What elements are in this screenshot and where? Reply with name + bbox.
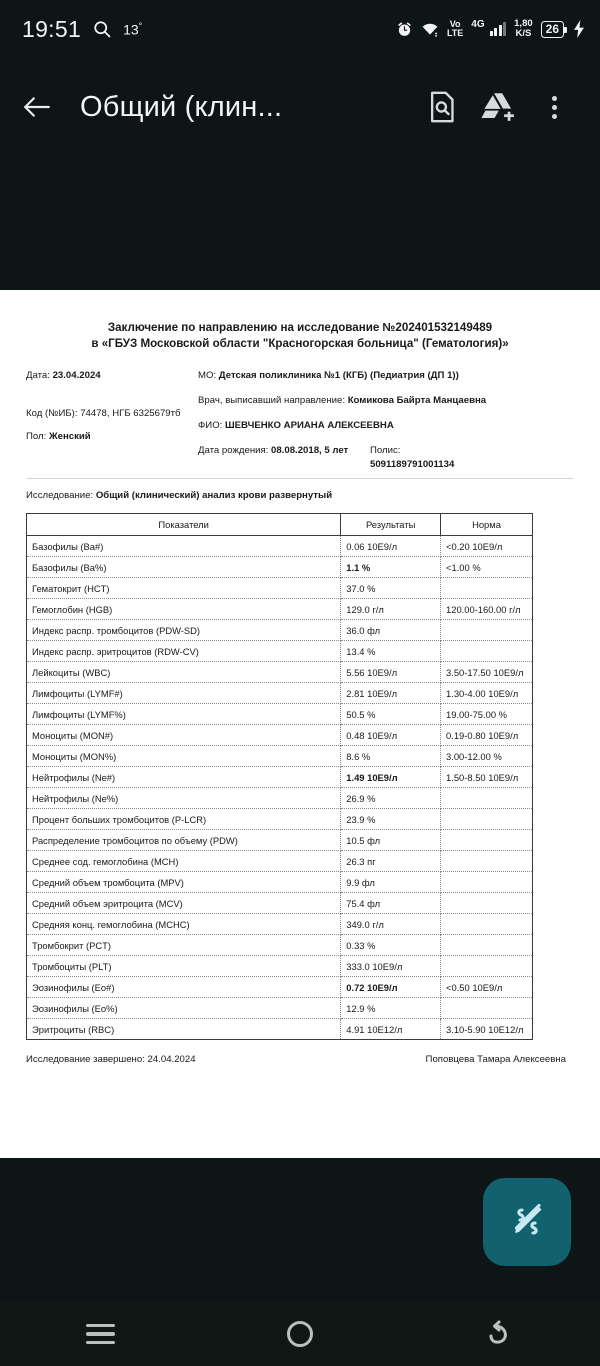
cell-norm: 3.00-12.00 % bbox=[441, 746, 533, 767]
cell-result: 5.56 10E9/л bbox=[341, 662, 441, 683]
cell-indicator: Лимфоциты (LYMF%) bbox=[27, 704, 341, 725]
cell-indicator: Нейтрофилы (Ne%) bbox=[27, 788, 341, 809]
table-row bbox=[27, 557, 533, 578]
cell-norm: <1.00 % bbox=[441, 557, 533, 578]
meta-code bbox=[26, 407, 192, 421]
cell-result: 0.06 10E9/л bbox=[341, 536, 441, 557]
cell-result: 9.9 фл bbox=[341, 872, 441, 893]
cell-indicator: Средний объем эритроцита (MCV) bbox=[27, 893, 341, 914]
header-indicators: Показатели bbox=[27, 514, 341, 536]
cell-result: 0.72 10E9/л bbox=[341, 977, 441, 998]
cell-norm bbox=[441, 893, 533, 914]
code-value: 74478, НГБ 6325679тб bbox=[80, 408, 181, 419]
table-body bbox=[27, 536, 533, 1040]
doctor-value: Комикова Байрта Манцаевна bbox=[347, 395, 487, 406]
doctor-label: Врач, выписавший направление: bbox=[198, 395, 346, 406]
table-row bbox=[27, 683, 533, 704]
status-bar-right bbox=[396, 19, 586, 39]
document-title-line-1: Заключение по направлению на исследование №202401532149489 bbox=[107, 321, 493, 334]
alarm-icon bbox=[396, 21, 413, 38]
cell-result: 129.0 г/л bbox=[341, 599, 441, 620]
meta-fio bbox=[198, 419, 574, 433]
cell-indicator: Базофилы (Ba#) bbox=[27, 536, 341, 557]
volte-top: Vo bbox=[449, 18, 461, 29]
cell-result: 36.0 фл bbox=[341, 620, 441, 641]
temperature bbox=[123, 21, 142, 38]
signature-pen-icon bbox=[505, 1198, 549, 1247]
cell-result: 10.5 фл bbox=[341, 830, 441, 851]
wifi-icon bbox=[421, 21, 439, 38]
table-row bbox=[27, 662, 533, 683]
charging-bolt-icon bbox=[572, 20, 586, 38]
cell-indicator: Средняя конц. гемоглобина (MCHC) bbox=[27, 914, 341, 935]
document-title-line-2: в «ГБУЗ Московской области "Красногорская больница" (Гематология)» bbox=[91, 337, 509, 350]
cell-indicator: Нейтрофилы (Ne#) bbox=[27, 767, 341, 788]
document-title bbox=[26, 320, 574, 352]
cell-indicator: Тромбоциты (PLT) bbox=[27, 956, 341, 977]
table-row bbox=[27, 725, 533, 746]
table-row bbox=[27, 1019, 533, 1040]
cell-result: 50.5 % bbox=[341, 704, 441, 725]
dob-label: Дата рождения: bbox=[198, 445, 269, 456]
cell-indicator: Распределение тромбоцитов по объему (PDW) bbox=[27, 830, 341, 851]
cell-indicator: Гемоглобин (HGB) bbox=[27, 599, 341, 620]
cell-result: 23.9 % bbox=[341, 809, 441, 830]
cell-norm bbox=[441, 578, 533, 599]
meta-dob-policy bbox=[198, 444, 574, 472]
meta-policy bbox=[370, 444, 454, 472]
gender-value: Женский bbox=[48, 431, 91, 442]
table-row bbox=[27, 620, 533, 641]
volte-indicator bbox=[447, 20, 463, 39]
date-label: Дата: bbox=[26, 370, 50, 381]
cell-norm: 19.00-75.00 % bbox=[441, 704, 533, 725]
volte-bottom: LTE bbox=[446, 28, 464, 38]
cell-indicator: Моноциты (MON#) bbox=[27, 725, 341, 746]
table-row bbox=[27, 641, 533, 662]
table-row bbox=[27, 851, 533, 872]
cell-result: 1.49 10E9/л bbox=[341, 767, 441, 788]
cell-norm: 0.19-0.80 10E9/л bbox=[441, 725, 533, 746]
cell-norm: 3.10-5.90 10E12/л bbox=[446, 1023, 524, 1035]
cell-result: 0.33 % bbox=[341, 935, 441, 956]
cell-result: 75.4 фл bbox=[341, 893, 441, 914]
cell-norm: 3.50-17.50 10E9/л bbox=[441, 662, 533, 683]
study-line bbox=[26, 490, 574, 501]
cell-indicator: Среднее сод. гемоглобина (MCH) bbox=[27, 851, 341, 872]
temperature-value: 13 bbox=[123, 21, 139, 38]
table-row bbox=[27, 788, 533, 809]
cell-norm bbox=[441, 788, 533, 809]
table-row bbox=[27, 893, 533, 914]
data-rate-unit: K/S bbox=[515, 28, 532, 39]
meta-doctor bbox=[198, 394, 574, 408]
cell-norm bbox=[441, 872, 533, 893]
cell-norm: 1.50-8.50 10E9/л bbox=[441, 767, 533, 788]
status-bar bbox=[0, 0, 600, 58]
meta-right-column bbox=[198, 369, 574, 472]
cell-result: 1.1 % bbox=[341, 557, 441, 578]
table-row bbox=[27, 704, 533, 725]
meta-divider bbox=[26, 478, 574, 479]
page-title: Общий (клин... bbox=[80, 90, 283, 123]
cell-result: 12.9 % bbox=[341, 998, 441, 1019]
document-page bbox=[0, 290, 600, 1158]
fio-label: ФИО: bbox=[198, 420, 223, 431]
header-norm: Норма bbox=[441, 514, 533, 536]
completed-label: Исследование завершено: 24.04.2024 bbox=[26, 1054, 196, 1065]
code-label: Код (№ИБ): bbox=[26, 408, 78, 419]
cell-indicator: Средний объем тромбоцита (MPV) bbox=[27, 872, 341, 893]
back-arrow-icon[interactable] bbox=[22, 94, 68, 120]
network-type: 4G bbox=[471, 19, 485, 30]
cell-result: 26.3 пг bbox=[341, 851, 441, 872]
overflow-menu-icon[interactable] bbox=[526, 96, 582, 119]
study-value: Общий (клинический) анализ крови развернутый bbox=[95, 490, 333, 501]
signature-fab-button[interactable] bbox=[483, 1178, 571, 1266]
document-search-icon[interactable] bbox=[414, 91, 470, 123]
cell-norm bbox=[441, 830, 533, 851]
clock: 19:51 bbox=[22, 15, 82, 42]
cell-norm bbox=[441, 809, 533, 830]
gender-label: Пол: bbox=[26, 431, 47, 442]
mo-label: МО: bbox=[198, 370, 217, 381]
cell-indicator: Базофилы (Ba%) bbox=[27, 557, 341, 578]
document-footer bbox=[26, 1054, 574, 1065]
fio-value: ШЕВЧЕНКО АРИАНА АЛЕКСЕЕВНА bbox=[225, 420, 394, 431]
cell-result: 349.0 г/л bbox=[341, 914, 441, 935]
cell-norm bbox=[441, 935, 533, 956]
cell-norm bbox=[441, 956, 533, 977]
signal-bars-icon bbox=[490, 22, 507, 36]
date-value: 23.04.2024 bbox=[52, 370, 101, 381]
cell-norm bbox=[441, 914, 533, 935]
search-icon[interactable] bbox=[92, 19, 112, 39]
cell-norm: <0.50 10E9/л bbox=[441, 977, 533, 998]
cell-indicator: Эритроциты (RBC) bbox=[27, 1019, 341, 1040]
table-head bbox=[27, 514, 533, 536]
dob-value: 08.08.2018, 5 лет bbox=[271, 445, 349, 456]
status-bar-left bbox=[22, 16, 142, 43]
meta-left-column bbox=[26, 369, 198, 472]
cell-indicator: Лейкоциты (WBC) bbox=[27, 662, 341, 683]
recents-menu-icon[interactable] bbox=[40, 1324, 160, 1344]
back-nav-icon[interactable] bbox=[440, 1320, 560, 1348]
table-row bbox=[27, 599, 533, 620]
cell-indicator: Тромбокрит (PCT) bbox=[27, 935, 341, 956]
cell-norm bbox=[441, 641, 533, 662]
meta-date bbox=[26, 369, 192, 383]
cell-result: 2.81 10E9/л bbox=[341, 683, 441, 704]
table-row bbox=[27, 956, 533, 977]
cell-indicator: Индекс распр. тромбоцитов (PDW-SD) bbox=[27, 620, 341, 641]
mo-value: Детская поликлиника №1 (КГБ) (Педиатрия (ДП 1)) bbox=[218, 370, 459, 381]
table-row bbox=[27, 914, 533, 935]
cell-result: 333.0 10E9/л bbox=[341, 956, 441, 977]
cell-result: 26.9 % bbox=[341, 788, 441, 809]
table-row bbox=[27, 746, 533, 767]
document-meta bbox=[26, 369, 574, 472]
table-header-row bbox=[27, 514, 533, 536]
meta-dob bbox=[198, 444, 370, 472]
table-row bbox=[27, 536, 533, 557]
cell-norm bbox=[441, 620, 533, 641]
cell-indicator: Гематокрит (HCT) bbox=[27, 578, 341, 599]
drive-add-icon[interactable] bbox=[470, 91, 526, 123]
app-bar bbox=[0, 70, 600, 144]
table-row bbox=[27, 809, 533, 830]
cell-result: 4.91 10E12/л bbox=[341, 1019, 441, 1040]
cell-norm bbox=[441, 998, 533, 1019]
cell-result: 0.48 10E9/л bbox=[341, 725, 441, 746]
cell-norm: 120.00-160.00 г/л bbox=[441, 599, 533, 620]
table-row bbox=[27, 830, 533, 851]
meta-gender bbox=[26, 430, 192, 444]
table-row bbox=[27, 872, 533, 893]
lab-results-table bbox=[26, 513, 533, 1040]
android-nav-bar bbox=[0, 1302, 600, 1366]
cell-indicator: Процент больших тромбоцитов (P-LCR) bbox=[27, 809, 341, 830]
header-results: Результаты bbox=[341, 514, 441, 536]
signatory-name: Поповцева Тамара Алексеевна bbox=[425, 1054, 566, 1065]
table-row bbox=[27, 998, 533, 1019]
cell-indicator: Эозинофилы (Eo#) bbox=[27, 977, 341, 998]
policy-value: 5091189791001134 bbox=[370, 459, 455, 470]
degree-symbol: ° bbox=[138, 20, 143, 31]
cell-indicator: Лимфоциты (LYMF#) bbox=[27, 683, 341, 704]
table-row bbox=[27, 935, 533, 956]
cell-result: 37.0 % bbox=[341, 578, 441, 599]
cell-norm: <0.20 10E9/л bbox=[441, 536, 533, 557]
cell-norm: 1.30-4.00 10E9/л bbox=[441, 683, 533, 704]
policy-label: Полис: bbox=[370, 445, 401, 456]
cell-result: 8.6 % bbox=[341, 746, 441, 767]
table-row bbox=[27, 578, 533, 599]
data-rate-value: 1,80 bbox=[514, 18, 533, 29]
battery-indicator: 26 bbox=[541, 21, 564, 38]
cell-norm bbox=[441, 851, 533, 872]
data-rate bbox=[514, 19, 533, 39]
cell-result: 13.4 % bbox=[341, 641, 441, 662]
table-row bbox=[27, 767, 533, 788]
home-circle-icon[interactable] bbox=[240, 1321, 360, 1347]
meta-mo bbox=[198, 369, 574, 383]
cell-indicator: Эозинофилы (Eo%) bbox=[27, 998, 341, 1019]
study-label: Исследование: bbox=[26, 490, 94, 501]
cell-indicator: Моноциты (MON%) bbox=[27, 746, 341, 767]
table-row bbox=[27, 977, 533, 998]
cell-indicator: Индекс распр. эритроцитов (RDW-CV) bbox=[27, 641, 341, 662]
